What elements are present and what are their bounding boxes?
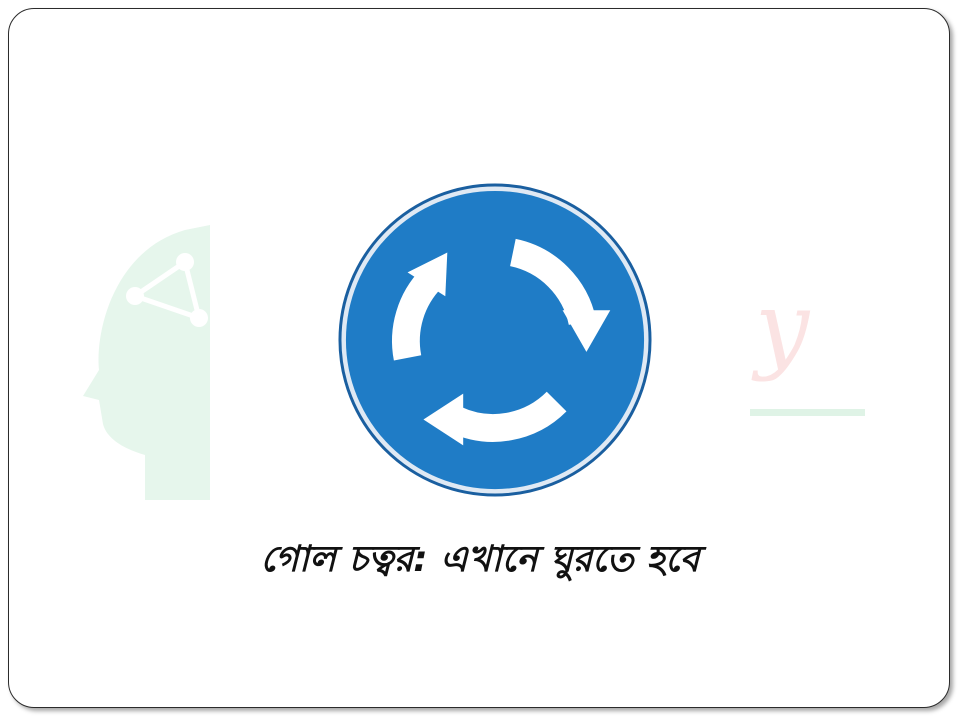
- watermark-letter: y: [755, 271, 810, 383]
- sign-caption: গোল চত্বর: এখানে ঘুরতে হবে: [260, 539, 700, 580]
- roundabout-sign: [336, 181, 654, 499]
- sign-disc: [346, 191, 644, 489]
- watermark-underline: [750, 409, 865, 416]
- watermark-head-icon: [83, 224, 215, 500]
